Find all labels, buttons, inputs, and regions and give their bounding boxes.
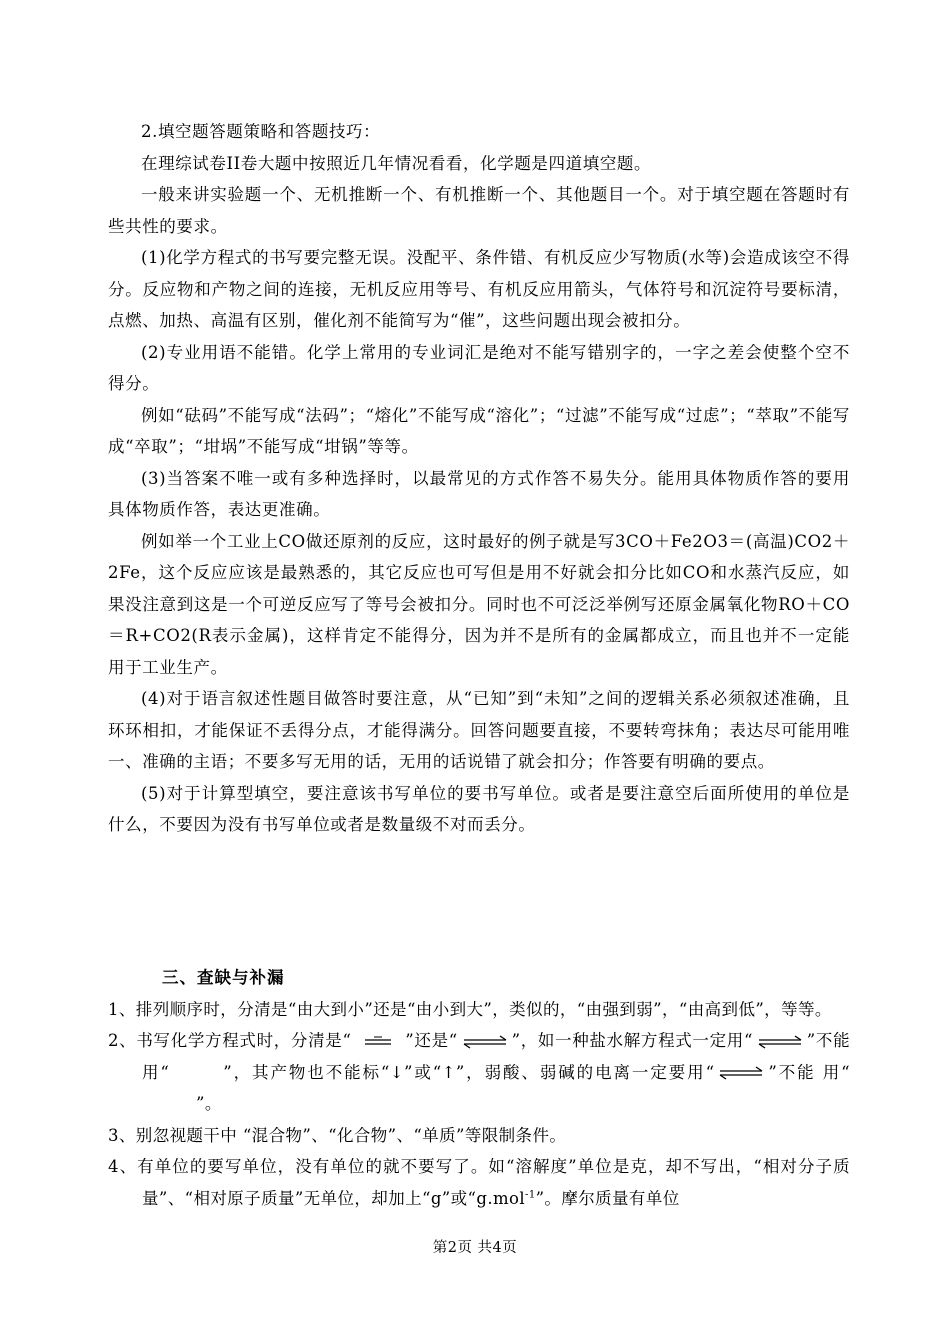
list-item: 1、排列顺序时，分清是“由大到小”还是“由小到大”，类似的，“由强到弱”，“由高到低”，等等。 [108,999,832,1019]
paragraph: (2)专业用语不能错。化学上常用的专业词汇是绝对不能写错别字的，一字之差会使整个空不得分。 [108,342,850,393]
item-text: ”不能 用“ [768,1062,850,1082]
reversible-arrow-icon [755,1035,805,1049]
blank-icon [144,1098,194,1112]
reversible-arrow-icon [460,1035,510,1049]
reversible-arrow-icon [716,1066,766,1080]
paragraph: (1)化学方程式的书写要完整无误。没配平、条件错、有机反应少写物质(水等)会造成该空不得分。反应物和产物之间的连接，无机反应用等号、有机反应用箭头，气体符号和沉淀符号要标清，点燃、加热、高温有区别，催化剂不能简写为“催”，这些问题出现会被扣分。 [108,248,850,330]
blank-icon [171,1066,221,1080]
paragraph: (4)对于语言叙述性题目做答时要注意，从“已知”到“未知”之间的逻辑关系必须叙述准确，且环环相扣，才能保证不丢得分点，才能得满分。回答问题要直接，不要转弯抹角；表达尽可能用唯一、准确的主语；不要多写无用的话，无用的话说错了就会扣分；作答要有明确的要点。 [108,689,850,771]
paragraph: (5)对于计算型填空，要注意该书写单位的要书写单位。或者是要注意空后面所使用的单位是什么，不要因为没有书写单位或者是数量级不对而丢分。 [108,783,850,834]
equals-sign-icon [353,1035,403,1049]
item-text: ”，其产物也不能标“↓”或“↑”，弱酸、弱碱的电离一定要用“ [223,1062,715,1082]
item-text: 4、有单位的要写单位，没有单位的就不要写了。如“溶解度”单位是克，却不写出，“相对分子质量”、“相对原子质量”无单位，却加上“g”或“g.mol [108,1157,850,1208]
paragraph: 一般来讲实验题一个、无机推断一个、有机推断一个、其他题目一个。对于填空题在答题时有些共性的要求。 [108,185,850,236]
list-item [108,1151,850,1214]
paragraph: 例如举一个工业上CO做还原剂的反应，这时最好的例子就是写3CO＋Fe2O3＝(高温)CO2＋2Fe，这个反应应该是最熟悉的，其它反应也可写但是用不好就会扣分比如CO和水蒸汽反应，如果没注意到这是一个可逆反应写了等号会被扣分。同时也不可泛泛举例写还原金属氧化物RO＋CO＝R+CO2(R表示金属)，这样肯定不能得分，因为并不是所有的金属都成立，而且也并不一定能用于工业生产。 [108,531,850,677]
item-text: ”不能用“ [142,1031,850,1082]
item-text: ”。摩尔质量有单位 [535,1188,680,1208]
section-fill-in-strategy [108,116,850,841]
page-footer: 第2页 共4页 [432,1240,518,1256]
item-text: ”。 [196,1094,222,1113]
section-heading: 2.填空题答题策略和答题技巧： [141,122,381,141]
item-text: ”，如一种盐水解方程式一定用“ [511,1031,753,1050]
list-item [108,1025,850,1120]
list-item: 3、别忽视题干中 “混合物”、“化合物”、“单质”等限制条件。 [108,1125,567,1145]
item-text: 2、书写化学方程式时，分清是“ [108,1031,352,1050]
section-heading: 三、查缺与补漏 [162,968,285,987]
paragraph: 在理综试卷II卷大题中按照近几年情况看看，化学题是四道填空题。 [141,153,652,173]
section-check-gaps [108,962,850,1214]
paragraph: (3)当答案不唯一或有多种选择时，以最常见的方式作答不易失分。能用具体物质作答的要用具体物质作答，表达更准确。 [108,468,850,519]
item-text: ”还是“ [405,1031,458,1050]
paragraph: 例如“砝码”不能写成“法码”；“熔化”不能写成“溶化”；“过滤”不能写成“过虑”；“萃取”不能写成“卒取”；“坩埚”不能写成“坩锅”等等。 [108,405,850,456]
superscript: -1 [525,1189,536,1200]
